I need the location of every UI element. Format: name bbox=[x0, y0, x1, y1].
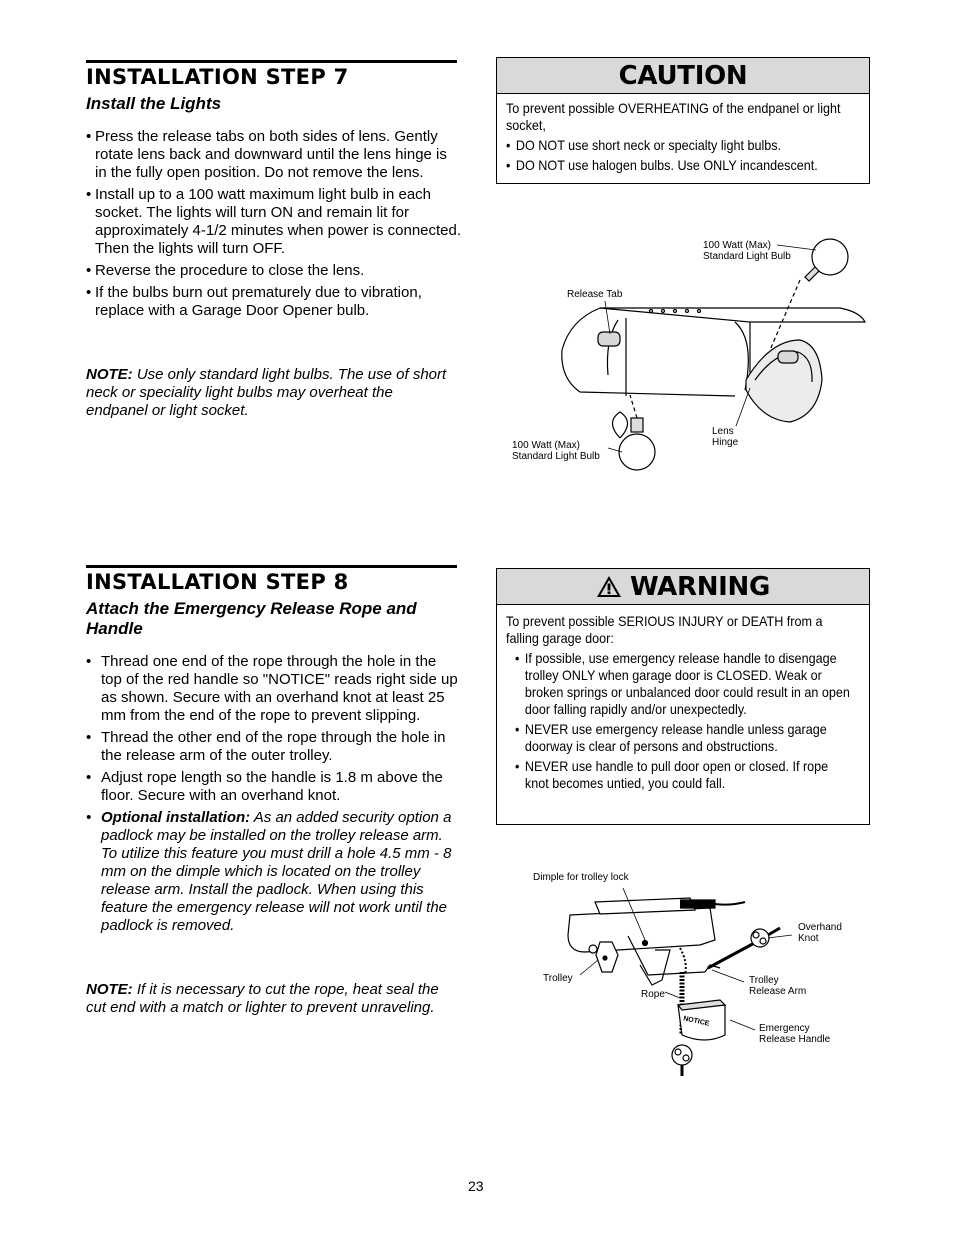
caution-header: CAUTION bbox=[497, 58, 869, 94]
fig2-label-dimple: Dimple for trolley lock bbox=[533, 872, 629, 883]
bottom-bulb-drawing bbox=[613, 395, 656, 470]
fig2-label-handle: Emergency Release Handle bbox=[759, 1023, 831, 1045]
step8-bullet: • Thread one end of the rope through the hole in the top of the red handle so "NOTICE" reads right side up as shown. Secure with an overhand knot at least 25 mm from the end of the rope to prevent slipping. bbox=[86, 653, 460, 725]
caution-body bbox=[497, 94, 864, 174]
step8-title: INSTALLATION STEP 8 bbox=[86, 570, 349, 594]
step7-bullet: • If the bulbs burn out prematurely due to vibration, replace with a Garage Door Opener bulb. bbox=[86, 284, 462, 320]
caution-intro: To prevent possible OVERHEATING of the endpanel or light socket, bbox=[506, 100, 841, 133]
warning-header bbox=[497, 569, 869, 605]
open-lens-drawing bbox=[746, 340, 822, 422]
step7-bullet: • Press the release tabs on both sides of lens. Gently rotate lens back and downward until the lens hinge is in the fully open position. Do not remove the lens. bbox=[86, 128, 462, 182]
warning-bullet: • NEVER use handle to pull door open or closed. If rope knot becomes untied, you could fall. bbox=[515, 758, 855, 792]
caution-bullet: • DO NOT use halogen bulbs. Use ONLY incandescent. bbox=[506, 157, 855, 174]
fig1-label-release-tab: Release Tab bbox=[567, 289, 623, 300]
fig2-label-overhand-knot: Overhand Knot bbox=[798, 922, 842, 944]
warning-triangle-icon bbox=[596, 575, 622, 598]
warning-intro: To prevent possible SERIOUS INJURY or DEATH from a falling garage door: bbox=[506, 613, 823, 646]
step8-note-text: If it is necessary to cut the rope, heat seal the cut end with a match or lighter to prevent unraveling. bbox=[86, 981, 439, 1016]
caution-box bbox=[496, 57, 870, 184]
step8-bullet: • Adjust rope length so the handle is 1.8 m above the floor. Secure with an overhand knot. bbox=[86, 769, 460, 805]
warning-box bbox=[496, 568, 870, 825]
step7-title: INSTALLATION STEP 7 bbox=[86, 65, 349, 89]
trolley-rope-figure bbox=[530, 880, 870, 1080]
step8-bullet-list bbox=[86, 653, 460, 939]
step8-rule bbox=[86, 565, 457, 568]
trolley-drawing bbox=[568, 898, 745, 985]
step7-bullet: • Reverse the procedure to close the lens. bbox=[86, 262, 462, 280]
top-knot-drawing bbox=[708, 928, 780, 968]
step8-note bbox=[86, 981, 456, 1017]
fig2-label-rope: Rope bbox=[641, 989, 665, 1000]
step8-bullet-optional bbox=[86, 809, 460, 935]
step7-note-text: Use only standard light bulbs. The use of short neck or speciality light bulbs may overheat the endpanel or light socket. bbox=[86, 366, 447, 419]
step8-bullet: • Thread the other end of the rope through the hole in the release arm of the outer trolley. bbox=[86, 729, 460, 765]
caution-bullet: • DO NOT use short neck or specialty light bulbs. bbox=[506, 137, 855, 154]
step7-note-label: NOTE: bbox=[86, 366, 133, 383]
fig1-label-bulb-bottom: 100 Watt (Max) Standard Light Bulb bbox=[512, 440, 600, 462]
fig2-label-trolley: Trolley bbox=[543, 973, 573, 984]
step8-optional-text: As an added security option a padlock may be installed on the trolley release arm. To utilize this feature you must drill a hole 4.5 mm - 8 mm on the dimple which is located on the trolley release arm. Install the padlock. When using this feature the emergency release will not work until the padlock is removed. bbox=[101, 809, 452, 934]
step7-bullet-list bbox=[86, 128, 462, 324]
step7-note bbox=[86, 366, 458, 420]
warning-header-text: WARNING bbox=[629, 571, 771, 602]
step7-subtitle: Install the Lights bbox=[86, 94, 222, 113]
step7-bullet: • Install up to a 100 watt maximum light bulb in each socket. The lights will turn ON and remain lit for approximately 4-1/2 minutes when power is connected. Then the lights will turn OFF. bbox=[86, 186, 462, 258]
release-handle-drawing bbox=[672, 1000, 725, 1076]
step8-optional-label: Optional installation: bbox=[101, 809, 251, 826]
fig2-label-notice: NOTICE bbox=[682, 1015, 710, 1028]
step7-rule bbox=[86, 60, 457, 63]
fig1-label-bulb-top: 100 Watt (Max) Standard Light Bulb bbox=[703, 240, 791, 262]
step8-note-label: NOTE: bbox=[86, 981, 133, 998]
fig2-label-trolley-release-arm: Trolley Release Arm bbox=[749, 975, 807, 997]
warning-body bbox=[497, 605, 864, 792]
page-number: 23 bbox=[468, 1178, 484, 1194]
fig1-label-lens-hinge: Lens Hinge bbox=[712, 426, 739, 448]
warning-bullet: • If possible, use emergency release handle to disengage trolley ONLY when garage door is CLOSED. Weak or broken springs or unbalanced door could result in an open door falling rapidly and/or unexpectedly. bbox=[515, 650, 855, 718]
warning-bullet: • NEVER use emergency release handle unless garage doorway is clear of persons and obstructions. bbox=[515, 721, 855, 755]
step8-subtitle: Attach the Emergency Release Rope and Handle bbox=[86, 599, 417, 638]
